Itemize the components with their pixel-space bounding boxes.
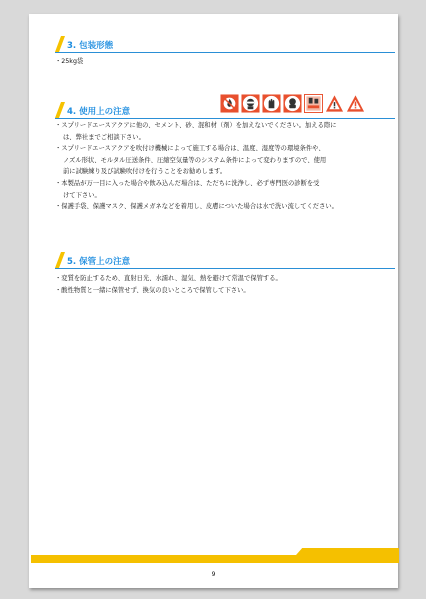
- heading-accent-bar: [55, 36, 65, 52]
- list-item: ・25kg袋: [55, 58, 84, 65]
- list-item: ・本製品が万一目に入った場合や飲み込んだ場合は、ただちに洗浄し、必ず専門医の診断を受: [55, 179, 320, 187]
- section-heading-storage: [55, 252, 395, 269]
- list-item: 前に試験練り及び試験吹付けを行うことをお勧めします。: [63, 168, 227, 176]
- list-item: ノズル形状、モルタル圧送条件、圧縮空気量等のシステム条件によって変わりますので、使用: [63, 156, 327, 164]
- list-item: けて下さい。: [63, 191, 101, 199]
- no-fire-icon: [220, 94, 239, 113]
- list-item: ・保護手袋、保護マスク、保護メガネなどを着用し、皮膚についた場合は水で洗い流してください。: [55, 203, 338, 211]
- list-item: ・スプリードエースアクアに他の、セメント、砂、混和材（剤）を加えないでください。加える際に: [55, 122, 337, 129]
- list-item: ・スプリードエースアクアを吹付け機械によって施工する場合は、温度、湿度等の環境条件や、: [55, 145, 325, 153]
- precautions-body: [55, 120, 395, 213]
- section-title: 3. 包装形態: [67, 41, 114, 51]
- storage-body: [55, 273, 395, 296]
- list-item: は、弊社までご相談下さい。: [63, 133, 145, 141]
- heading-accent-bar: [55, 252, 65, 268]
- section-title: 5. 保管上の注意: [67, 257, 131, 267]
- gloves-icon: [262, 94, 281, 113]
- list-item: ・変質を防止するため、直射日光、水濡れ、湿気、熱を避けて常温で保管する。: [55, 275, 282, 282]
- face-shield-icon: [241, 94, 260, 113]
- list-item: ・酸性物質と一緒に保管せず、換気の良いところで保管して下さい。: [55, 286, 250, 294]
- chemical-burn-icon: [304, 94, 323, 113]
- section-heading-packaging: [55, 36, 395, 53]
- page-number: 9: [211, 571, 216, 578]
- packaging-body: [55, 56, 395, 68]
- heading-accent-bar: [55, 102, 65, 118]
- warning-triangle-icon: [325, 94, 344, 113]
- section-title: 4. 使用上の注意: [67, 107, 131, 117]
- mask-icon: [283, 94, 302, 113]
- exclamation-warning-icon: [346, 94, 365, 113]
- safety-icons: [220, 94, 365, 114]
- document-page: [29, 14, 398, 588]
- footer-band: [31, 555, 396, 563]
